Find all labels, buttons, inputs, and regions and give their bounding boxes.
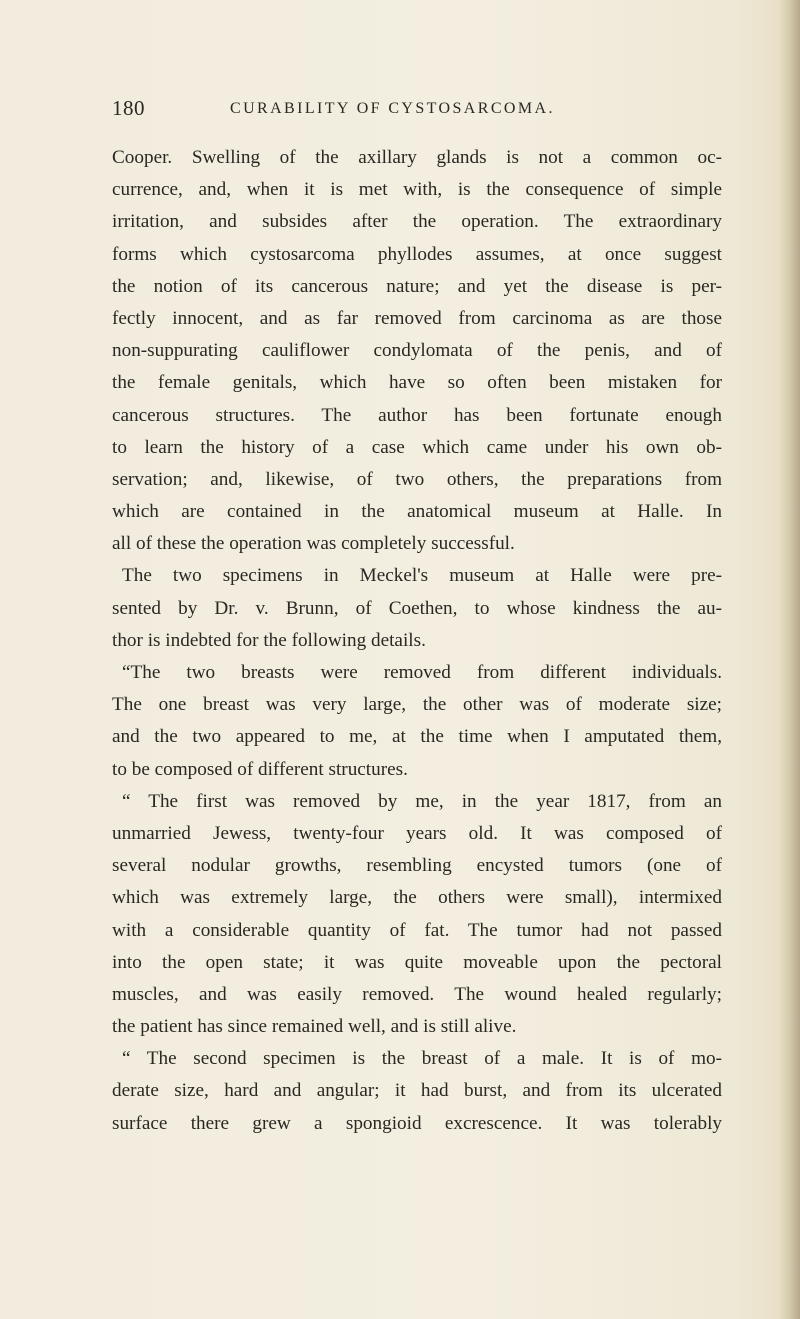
text-line: the female genitals, which have so often been mistaken for <box>112 372 722 394</box>
text-line: fectly innocent, and as far removed from carcinoma as are those <box>112 307 722 329</box>
text-line: to learn the history of a case which came under his own ob- <box>112 436 722 458</box>
text-line: thor is indebted for the following details. <box>112 629 426 651</box>
text-line: muscles, and was easily removed. The wound healed regularly; <box>112 983 722 1005</box>
text-line: and the two appeared to me, at the time when I amputated them, <box>112 726 722 748</box>
text-line: “The two breasts were removed from different individuals. <box>122 662 722 683</box>
text-line: cancerous structures. The author has been fortunate enough <box>112 404 722 426</box>
running-head <box>112 96 732 126</box>
text-line: “ The second specimen is the breast of a male. It is of mo- <box>122 1048 722 1070</box>
text-line: the patient has since remained well, and is still alive. <box>112 1016 517 1038</box>
text-line: the notion of its cancerous nature; and yet the disease is per- <box>112 275 722 297</box>
text-line: sented by Dr. v. Brunn, of Coethen, to whose kindness the au- <box>112 597 722 619</box>
text-line: which was extremely large, the others were small), intermixed <box>112 887 722 909</box>
text-line: “ The first was removed by me, in the year 1817, from an <box>122 790 722 812</box>
text-line: unmarried Jewess, twenty-four years old. It was composed of <box>112 822 722 844</box>
text-line: forms which cystosarcoma phyllodes assumes, at once suggest <box>112 243 722 265</box>
text-line: all of these the operation was completely successful. <box>112 533 515 555</box>
text-line: non-suppurating cauliflower condylomata of the penis, and of <box>112 340 722 362</box>
text-line: to be composed of different structures. <box>112 758 408 780</box>
text-line: currence, and, when it is met with, is the consequence of simple <box>112 179 722 201</box>
running-title: CURABILITY OF CYSTOSARCOMA. <box>230 100 555 117</box>
text-line: surface there grew a spongioid excrescence. It was tolerably <box>112 1112 722 1134</box>
text-line: Cooper. Swelling of the axillary glands is not a common oc- <box>112 147 722 168</box>
page-number: 180 <box>112 96 145 120</box>
text-line: into the open state; it was quite moveable upon the pectoral <box>112 951 722 973</box>
page-edge-shadow <box>778 0 800 1319</box>
text-line: several nodular growths, resembling encysted tumors (one of <box>112 855 722 877</box>
text-line: with a considerable quantity of fat. The tumor had not passed <box>112 919 722 941</box>
text-line: servation; and, likewise, of two others, the preparations from <box>112 468 722 490</box>
text-line: derate size, hard and angular; it had burst, and from its ulcerated <box>112 1080 722 1102</box>
text-line: which are contained in the anatomical museum at Halle. In <box>112 501 722 523</box>
body-text <box>112 142 722 1140</box>
text-line: irritation, and subsides after the operation. The extraordinary <box>112 211 722 233</box>
text-line: The two specimens in Meckel's museum at Halle were pre- <box>122 565 722 587</box>
text-line: The one breast was very large, the other was of moderate size; <box>112 694 722 716</box>
